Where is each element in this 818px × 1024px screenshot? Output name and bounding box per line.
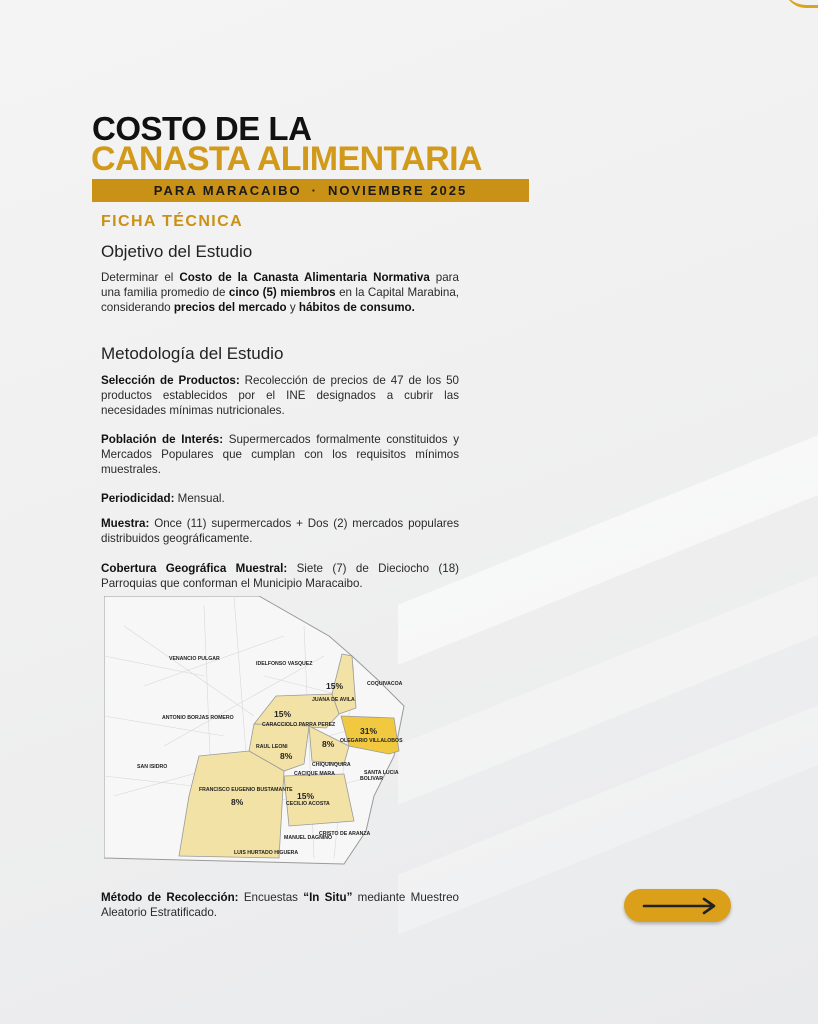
map-label: VENANCIO PULGAR	[169, 656, 220, 662]
map-label: OLEGARIO VILLALOBOS	[340, 738, 403, 744]
parish-map	[104, 596, 409, 868]
map-label: LUIS HURTADO HIGUERA	[234, 850, 299, 856]
metodologia-item: Periodicidad: Mensual.	[101, 492, 225, 505]
metodologia-heading: Metodología del Estudio	[101, 344, 284, 363]
map-label: IDELFONSO VASQUEZ	[256, 661, 313, 667]
banner-city: PARA MARACAIBO	[153, 183, 302, 198]
map-percent: 8%	[231, 797, 244, 807]
map-percent: 15%	[274, 709, 292, 719]
map-label: COQUIVACOA	[367, 681, 403, 687]
metodologia-item: Cobertura Geográfica Muestral: Siete (7) de Dieciocho (18) Parroquias que conforman el Municipio Maracaibo.	[101, 562, 460, 590]
map-percent: 15%	[326, 681, 344, 691]
map-percent: 8%	[280, 751, 293, 761]
banner-separator: ·	[311, 183, 318, 198]
metodologia-item: Muestra: Once (11) supermercados + Dos (2) mercados populares distribuidos geográficamente.	[101, 517, 459, 545]
map-label: SAN ISIDRO	[137, 764, 168, 770]
metodologia-item: Población de Interés: Supermercados formalmente constituidos y Mercados Populares que cumplan con los requisitos mínimos muestrales.	[101, 433, 459, 476]
map-label: BOLIVAR	[360, 776, 383, 782]
parish-cecilio-acosta	[284, 774, 354, 826]
map-label: ANTONIO BORJAS ROMERO	[162, 715, 234, 721]
next-page-button[interactable]	[624, 889, 731, 922]
objetivo-heading: Objetivo del Estudio	[101, 242, 253, 261]
map-percent: 15%	[297, 791, 315, 801]
metodo-recoleccion: Método de Recolección: Encuestas “In Situ” mediante Muestreo Aleatorio Estratificado.	[101, 891, 460, 919]
objetivo-paragraph: Determinar el Costo de la Canasta Alimentaria Normativa para una familia promedio de cinco (5) miembros en la Capital Marabina, considerando precios del mercado y hábitos de consumo.	[101, 271, 459, 314]
map-label: CRISTO DE ARANZA	[319, 831, 371, 837]
map-label: CACIQUE MARA	[294, 771, 335, 777]
map-label: CARACCIOLO PARRA PEREZ	[262, 722, 336, 728]
map-percent: 8%	[322, 739, 335, 749]
banner-date: NOVIEMBRE 2025	[327, 183, 468, 198]
subtitle-banner	[92, 179, 529, 202]
arrow-right-icon	[624, 889, 731, 922]
map-label: JUANA DE AVILA	[312, 697, 355, 703]
map-label: FRANCISCO EUGENIO BUSTAMANTE	[199, 787, 293, 793]
corner-decoration	[784, 0, 818, 8]
map-label: SANTA LUCIA	[364, 770, 399, 776]
title-line-1: COSTO DE LA	[92, 110, 312, 147]
metodologia-item: Selección de Productos: Recolección de precios de 47 de los 50 productos establecidos por el INE designados a cubrir las necesidades mínimas nutricionales.	[101, 374, 459, 417]
map-label: RAUL LEONI	[256, 744, 288, 750]
map-label: CHIQUINQUIRA	[312, 762, 351, 768]
title-line-2: CANASTA ALIMENTARIA	[91, 140, 482, 178]
map-percent: 31%	[360, 726, 378, 736]
map-label: CECILIO ACOSTA	[286, 801, 330, 807]
map-label: MANUEL DAGNINO	[284, 835, 333, 841]
ficha-tecnica-title: FICHA TÉCNICA	[101, 213, 244, 230]
